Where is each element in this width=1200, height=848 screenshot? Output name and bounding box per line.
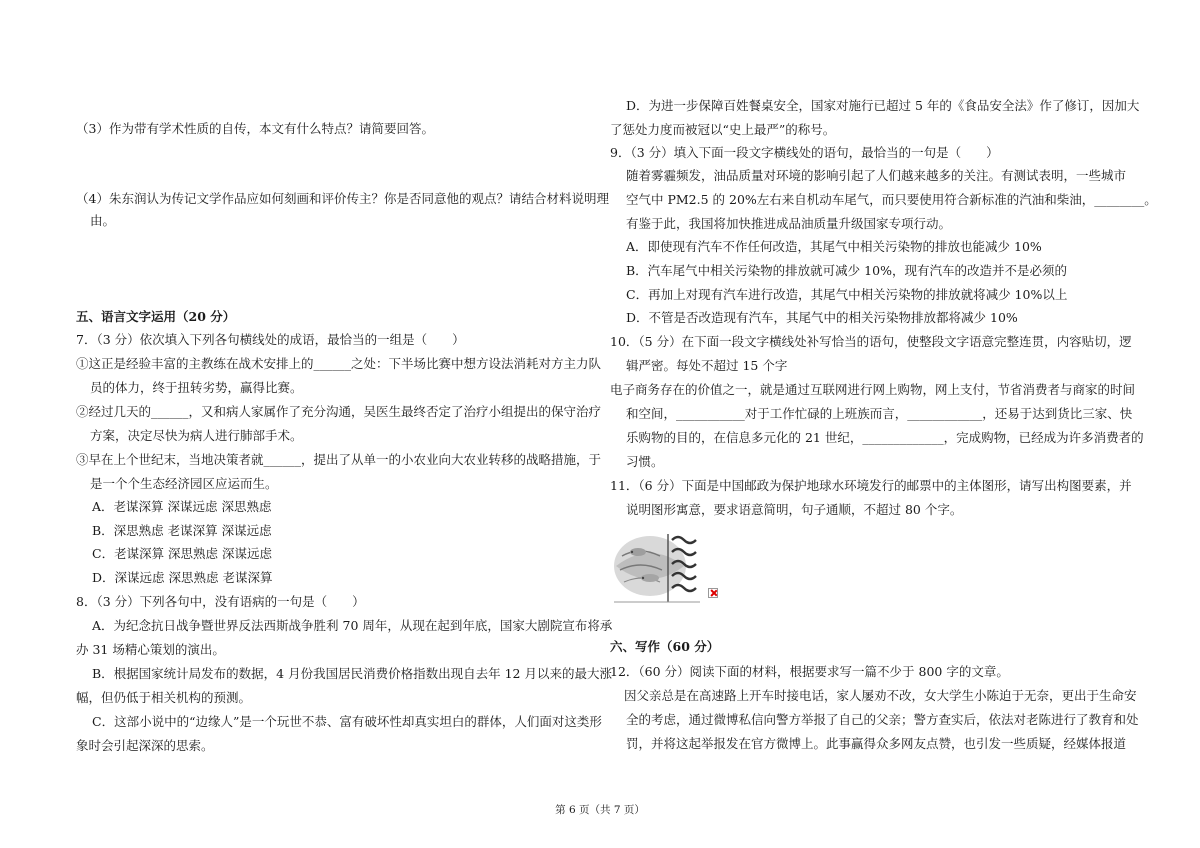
right-text-line: 习惯。 <box>626 454 664 469</box>
right-text-line: 随着雾霾频发，油品质量对环境的影响引起了人们越来越多的关注。有测试表明，一些城市 <box>626 168 1127 183</box>
left-text-line: 员的体力，终于扭转劣势，赢得比赛。 <box>90 380 303 395</box>
right-text-line: A．即使现有汽车不作任何改造，其尾气中相关污染物的排放也能减少 10% <box>626 239 1042 254</box>
left-text-line: 8．（3 分）下列各句中，没有语病的一句是（ ） <box>76 594 365 609</box>
left-text-line: 五、语言文字运用（20 分） <box>76 309 236 324</box>
right-text-line: 了惩处力度而被冠以“史上最严”的称号。 <box>610 122 836 137</box>
right-text-line: 10．（5 分）在下面一段文字横线处补写恰当的语句，使整段文字语意完整连贯，内容贴切，逻 <box>610 334 1132 349</box>
right-text-line: 罚，并将这起举报发在官方微博上。此事赢得众多网友点赞，也引发一些质疑，经媒体报道 <box>626 736 1127 751</box>
left-text-line: （3）作为带有学术性质的自传，本文有什么特点？请简要回答。 <box>76 121 434 136</box>
left-text-line: B．根据国家统计局发布的数据，4 月份我国居民消费价格指数出现自去年 12 月以来的最大涨 <box>92 666 612 681</box>
page-footer: 第 6 页（共 7 页） <box>555 804 645 816</box>
right-text-line: 六、写作（60 分） <box>610 639 720 654</box>
right-text-line: C．再加上对现有汽车进行改造，其尾气中相关污染物的排放就将减少 10%以上 <box>626 287 1068 302</box>
left-text-line: D．深谋远虑 深思熟虑 老谋深算 <box>92 570 273 585</box>
right-text-line: 空气中 PM2.5 的 20%左右来自机动车尾气，而只要使用符合新标准的汽油和柴油，________。 <box>626 192 1157 207</box>
left-text-line: A．为纪念抗日战争暨世界反法西斯战争胜利 70 周年，从现在起到年底，国家大剧院宣布将承 <box>92 618 613 633</box>
right-text-line: 全的考虑，通过微博私信向警方举报了自己的父亲；警方查实后，依法对老陈进行了教育和处 <box>626 712 1139 727</box>
left-text-line: 7．（3 分）依次填入下列各句横线处的成语，最恰当的一组是（ ） <box>76 332 465 347</box>
left-text-line: 是一个个生态经济园区应运而生。 <box>90 476 278 491</box>
right-text-line: D．不管是否改造现有汽车，其尾气中的相关污染物排放都将减少 10% <box>626 310 1018 325</box>
left-text-line: ①这正是经验丰富的主教练在战术安排上的______之处：下半场比赛中想方设法消耗对方主力队 <box>76 356 602 371</box>
left-text-line: 方案，决定尽快为病人进行肺部手术。 <box>90 428 303 443</box>
broken-image-icon <box>708 588 718 598</box>
right-text-line: B．汽车尾气中相关污染物的排放就可减少 10%，现有汽车的改造并不是必须的 <box>626 263 1067 278</box>
right-text-line: 电子商务存在的价值之一，就是通过互联网进行网上购物，网上支付，节省消费者与商家的时间 <box>610 382 1136 397</box>
right-text-line: 因父亲总是在高速路上开车时接电话，家人屡劝不改，女大学生小陈迫于无奈，更出于生命安 <box>624 688 1137 703</box>
right-text-line: 有鉴于此，我国将加快推进成品油质量升级国家专项行动。 <box>626 216 952 231</box>
left-text-line: 办 31 场精心策划的演出。 <box>76 642 225 657</box>
right-text-line: 说明图形寓意，要求语意简明，句子通顺，不超过 80 个字。 <box>626 502 963 517</box>
left-text-line: ③早在上个世纪末，当地决策者就______，提出了从单一的小农业向大农业转移的战略措施，于 <box>76 452 602 467</box>
left-text-line: 幅，但仍低于相关机构的预测。 <box>76 690 252 705</box>
left-text-line: A．老谋深算 深谋远虑 深思熟虑 <box>92 499 272 514</box>
right-text-line: 辑严密。每处不超过 15 个字 <box>626 358 788 373</box>
right-text-line: 12．（60 分）阅读下面的材料，根据要求写一篇不少于 800 字的文章。 <box>610 664 1009 679</box>
right-text-line: 9．（3 分）填入下面一段文字横线处的语句，最恰当的一句是（ ） <box>610 145 999 160</box>
left-text-line: C．老谋深算 深思熟虑 深谋远虑 <box>92 546 273 561</box>
left-text-line: C．这部小说中的“边缘人”是一个玩世不恭、富有破坏性却真实坦白的群体，人们面对这类形 <box>92 714 602 729</box>
left-text-line: B．深思熟虑 老谋深算 深谋远虑 <box>92 523 272 538</box>
right-text-line: 和空间，___________对于工作忙碌的上班族而言，____________，还易于达到货比三家、快 <box>626 406 1133 421</box>
right-text-line: D．为进一步保障百姓餐桌安全，国家对施行已超过 5 年的《食品安全法》作了修订，因加大 <box>626 98 1140 113</box>
left-text-line: （4）朱东润认为传记文学作品应如何刻画和评价传主？你是否同意他的观点？请结合材料说明理 <box>76 191 609 206</box>
left-text-line: 象时会引起深深的思索。 <box>76 738 214 753</box>
stamp-image <box>610 526 704 608</box>
right-text-line: 乐购物的目的，在信息多元化的 21 世纪，_____________，完成购物，已经成为许多消费者的 <box>626 430 1144 445</box>
left-text-line: ②经过几天的______，又和病人家属作了充分沟通，吴医生最终否定了治疗小组提出的保守治疗 <box>76 404 602 419</box>
left-text-line: 由。 <box>90 213 116 228</box>
right-text-line: 11．（6 分）下面是中国邮政为保护地球水环境发行的邮票中的主体图形，请写出构图要素，并 <box>610 478 1132 493</box>
